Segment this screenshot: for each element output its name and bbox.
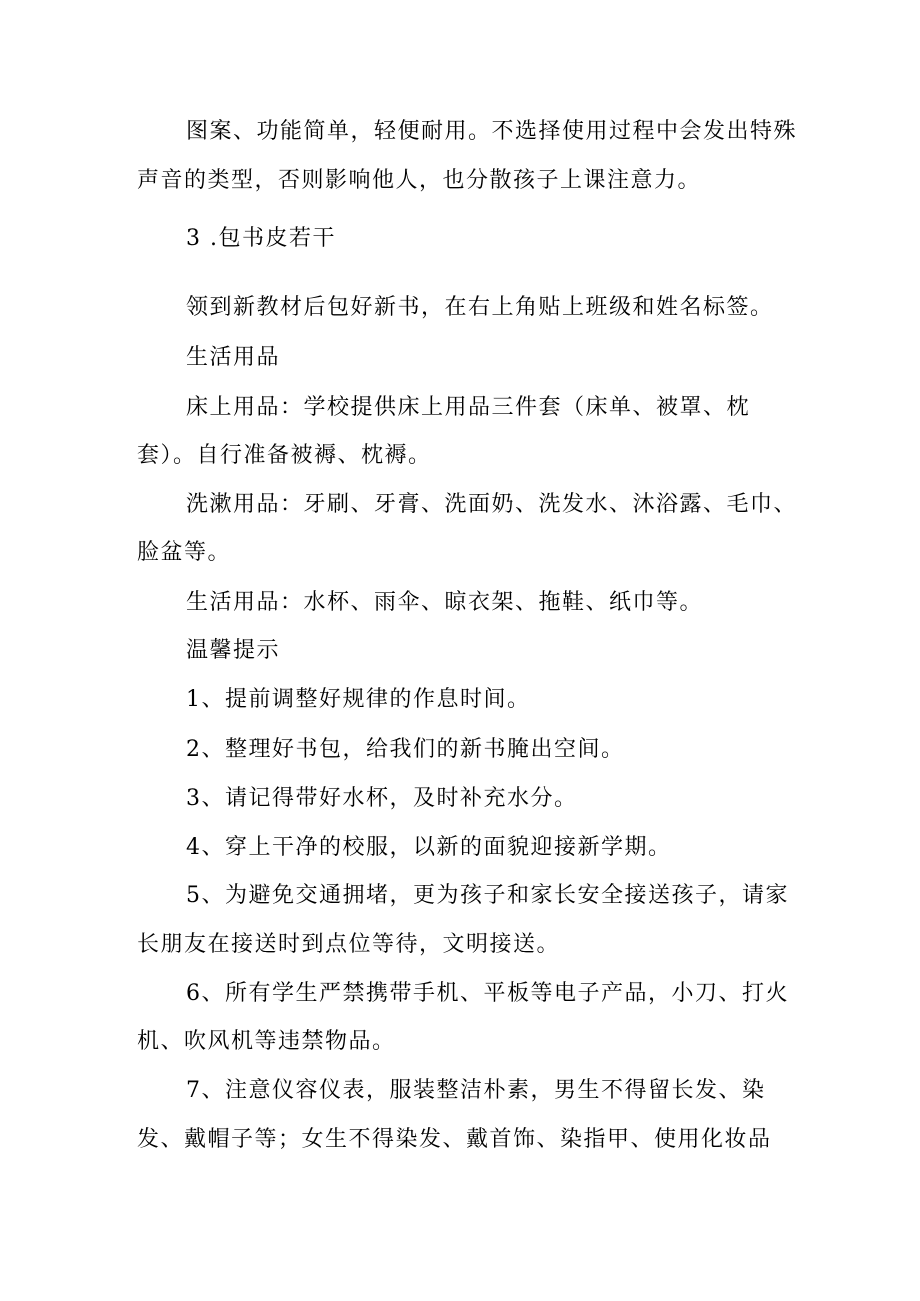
paragraph-line: 声音的类型，否则影响他人，也分散孩子上课注意力。 [137,168,702,193]
paragraph-line: 生活用品：水杯、雨伞、晾衣架、拖鞋、纸巾等。 [186,590,704,615]
list-item: 5、为避免交通拥堵，更为孩子和家长安全接送孩子，请家 [186,883,789,908]
paragraph-line: 图案、功能简单，轻便耐用。不选择使用过程中会发出特殊 [186,119,798,144]
section-heading: 温馨提示 [186,638,281,663]
list-item-continuation: 长朋友在接送时到点位等待，文明接送。 [137,932,561,957]
list-item: 7、注意仪容仪表，服装整洁朴素，男生不得留长发、染 [186,1078,766,1103]
list-item: 3、请记得带好水杯，及时补充水分。 [186,786,578,811]
section-heading: 生活用品 [186,345,281,370]
paragraph-line: 床上用品：学校提供床上用品三件套（床单、被罩、枕 [186,395,751,420]
paragraph-line: 脸盆等。 [137,540,232,565]
section-heading: 3 .包书皮若干 [186,226,336,251]
list-item-continuation: 发、戴帽子等；女生不得染发、戴首饰、染指甲、使用化妆品 [137,1127,772,1152]
list-item: 2、整理好书包，给我们的新书腌出空间。 [186,737,625,762]
list-item: 1、提前调整好规律的作息时间。 [186,687,531,712]
paragraph-line: 套）。自行准备被褥、枕褥。 [137,443,432,468]
list-item-continuation: 机、吹风机等违禁物品。 [137,1029,396,1054]
paragraph-line: 洗漱用品：牙刷、牙膏、洗面奶、洗发水、沐浴露、毛巾、 [186,492,798,517]
list-item: 4、穿上干净的校服，以新的面貌迎接新学期。 [186,835,672,860]
paragraph-line: 领到新教材后包好新书，在右上角贴上班级和姓名标签。 [186,295,774,320]
list-item: 6、所有学生严禁携带手机、平板等电子产品，小刀、打火 [186,981,789,1006]
